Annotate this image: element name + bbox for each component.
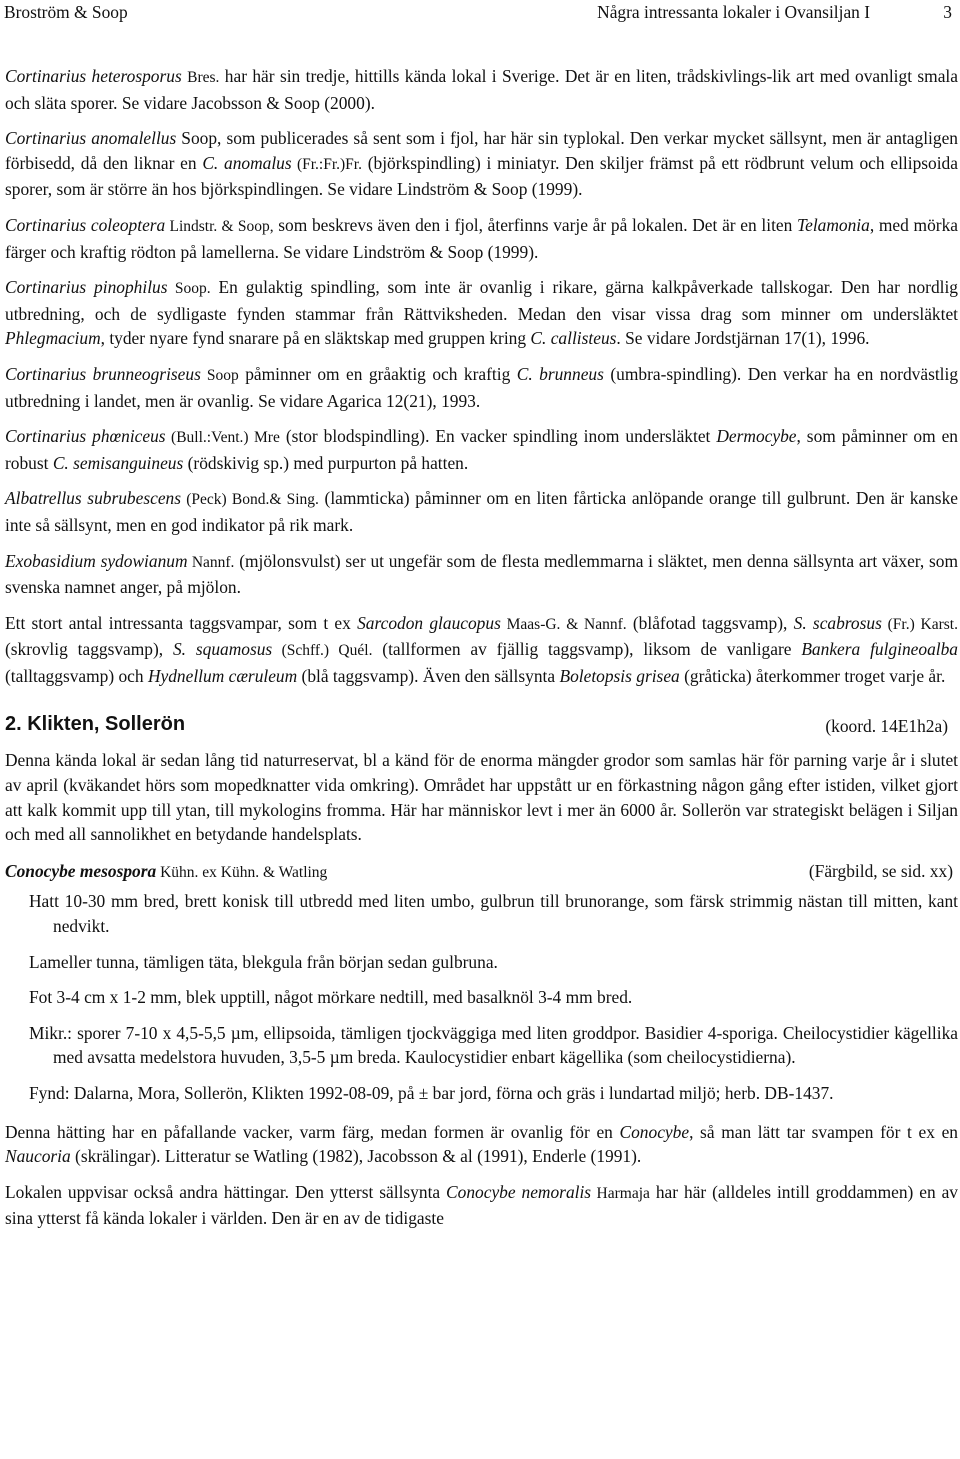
paragraph-other-species bbox=[5, 1180, 958, 1231]
species-name: C. anomalus bbox=[202, 152, 292, 173]
paragraph-albatrellus bbox=[5, 486, 958, 537]
species-name: Hydnellum cæruleum bbox=[147, 665, 298, 686]
header-title: Några intressanta lokaler i Ovansiljan I bbox=[597, 2, 870, 22]
paragraph-coleoptera bbox=[5, 213, 958, 264]
section-heading bbox=[5, 710, 958, 738]
paragraph-phoeniceus bbox=[5, 424, 958, 475]
species-name: S. squamosus bbox=[172, 639, 273, 660]
species-name: Albatrellus subrubescens bbox=[5, 488, 182, 509]
description-gills: Lameller tunna, tämligen täta, blekgula från början sedan gulbruna. bbox=[29, 951, 498, 972]
author-citation: Lindstr. & Soop, bbox=[165, 217, 274, 235]
species-name: Cortinarius heterosporus bbox=[5, 66, 182, 86]
page-body bbox=[5, 64, 958, 1231]
species-name: Bankera fulgineoalba bbox=[801, 639, 958, 660]
species-name: C. semisanguineus bbox=[52, 452, 184, 473]
paragraph-text: som beskrevs även den i fjol, återfinns varje år på lokalen. Det är en liten bbox=[273, 214, 798, 235]
author-citation: Soop bbox=[200, 366, 239, 384]
paragraph-text: har här sin tredje, hittills kända lokal i Sverige. Det är en liten, trådskivlings-lik art med ovanligt smala och släta sporer. Se vidare Jacobsson & Soop (2000). bbox=[5, 66, 958, 113]
paragraph-text: har här (alldeles intill groddammen) en av sina ytterst få kända lokaler i världen. Den är en av de tidigaste bbox=[5, 1181, 959, 1229]
author-citation: Soop. bbox=[167, 280, 211, 298]
genus-name: Naucoria bbox=[5, 1146, 71, 1167]
paragraph-discussion bbox=[5, 1120, 958, 1169]
section-coordinates: (koord. 14E1h2a) bbox=[825, 716, 948, 737]
paragraph-text: (tallformen av fjällig taggsvamp), liksom de vanligare bbox=[372, 639, 802, 660]
paragraph-text: (talltaggsvamp) och bbox=[5, 665, 148, 686]
paragraph-text: (rödskivig sp.) med purpurton på hatten. bbox=[183, 452, 469, 473]
paragraph-text: (björkspindling) i miniatyr. Den skiljer främst på ett rödbrunt velum och ellipsoida sporer, som är större än hos björkspindlingen. Se vidare Lindström & Soop (1999). bbox=[5, 152, 958, 200]
paragraph-heterosporus bbox=[5, 64, 958, 115]
author-citation: Kühn. ex Kühn. & Watling bbox=[156, 863, 328, 881]
paragraph-text: (lammticka) påminner om en liten fårticka anlöpande orange till gulbrunt. Den är kanske inte så sällsynt, men en god indikator på rik mark. bbox=[5, 488, 958, 535]
header-authors: Broström & Soop bbox=[4, 2, 128, 22]
author-citation: Maas-G. & Nannf. bbox=[500, 615, 627, 633]
paragraph-text: , tyder nyare fynd snarare på en släktskap med gruppen kring bbox=[100, 328, 531, 349]
paragraph-text: Ett stort antal intressanta taggsvampar, som t ex bbox=[5, 612, 358, 633]
paragraph-text: , med mörka färger och kraftig rödton på lamellerna. Se vidare Lindström & Soop (1999). bbox=[5, 214, 958, 262]
species-name: S. scabrosus bbox=[793, 612, 882, 633]
description-stem: Fot 3-4 cm x 1-2 mm, blek upptill, något mörkare nedtill, med basalknöl 3-4 mm bred. bbox=[29, 987, 633, 1008]
paragraph-text: Soop, som publicerades så sent som i fjol, har här sin typlokal. Den verkar mycket sällsynt, men är antagligen förbisedd, då den liknar en bbox=[5, 128, 958, 173]
description-cap: Hatt 10-30 mm bred, brett konisk till utbredd med liten umbo, gulbrun till brunorange, som färsk strimmig nästan till mitten, kant nedvikt. bbox=[29, 891, 958, 937]
author-citation: (Bull.:Vent.) Mre bbox=[165, 429, 280, 447]
paragraph-text: (skrälingar). Litteratur se Watling (1982), Jacobsson & al (1991), Enderle (1991). bbox=[70, 1146, 642, 1167]
species-name: Cortinarius brunneogriseus bbox=[5, 363, 201, 384]
paragraph-text: . Se vidare Jordstjärnan 17(1), 1996. bbox=[616, 328, 870, 349]
species-description bbox=[5, 889, 958, 1105]
species-name: Cortinarius phœniceus bbox=[5, 426, 166, 447]
page-header bbox=[4, 0, 952, 26]
author-citation: (Schff.) Quél. bbox=[272, 642, 373, 660]
author-citation: (Fr.) Karst. bbox=[881, 615, 958, 633]
species-name: Cortinarius coleoptera bbox=[5, 214, 166, 235]
description-microscopy: Mikr.: sporer 7-10 x 4,5-5,5 µm, ellipsoida, tämligen tjockväggiga med liten groddpor. Basidier 4-sporiga. Cheilocystidier kägellika med avsatta medelstora huvuden, 3,5-5 µm breda. Kaulocystidier enbart kägellika (som cheilocystidierna). bbox=[29, 1022, 958, 1068]
paragraph-text: , som påminner om en robust bbox=[5, 426, 958, 473]
paragraph-anomalellus bbox=[5, 126, 958, 202]
paragraph-text: , så man lätt tar svampen för t ex en bbox=[689, 1121, 958, 1142]
author-citation: (Fr.:Fr.)Fr. bbox=[291, 155, 362, 173]
species-name: C. callisteus bbox=[530, 328, 617, 349]
genus-name: Dermocybe bbox=[716, 426, 797, 447]
author-citation: Nannf. bbox=[187, 553, 235, 571]
genus-name: Conocybe bbox=[619, 1121, 690, 1142]
paragraph-text: En gulaktig spindling, som inte är ovanlig i rikare, gärna kalkpåverkade tallskogar. Den har nordlig utbredning, och de sydligaste fynden stammar från Rättviksheden. Medan den visar vissa drag som minner om undersläktet bbox=[5, 277, 958, 324]
color-plate-note: (Färgbild, se sid. xx) bbox=[808, 860, 953, 881]
paragraph-text: (gråticka) återkommer troget varje år. bbox=[679, 665, 946, 686]
description-collection: Fynd: Dalarna, Mora, Sollerön, Klikten 1992-08-09, på ± bar jord, förna och gräs i lundartad miljö; herb. DB-1437. bbox=[29, 1083, 834, 1103]
genus-name: Phlegmacium bbox=[5, 328, 101, 349]
section-title: 2. Klikten, Sollerön bbox=[5, 713, 186, 736]
species-name: Conocybe mesospora bbox=[5, 860, 157, 881]
species-header bbox=[5, 859, 958, 886]
author-citation: Bres. bbox=[187, 69, 220, 86]
species-name: Boletopsis grisea bbox=[559, 665, 680, 686]
paragraph-pinophilus bbox=[5, 275, 958, 351]
paragraph-text: (blåfotad taggsvamp), bbox=[626, 612, 794, 633]
paragraph-text: (stor blodspindling). En vacker spindling inom undersläktet bbox=[279, 426, 717, 447]
species-name: Cortinarius pinophilus bbox=[5, 277, 168, 298]
paragraph-text: (mjölonsvulst) ser ut ungefär som de flesta medlemmarna i släktet, men denna sällsynta art växer, som svenska namnet anger, på mjölon. bbox=[5, 550, 958, 598]
species-name: Cortinarius anomalellus bbox=[5, 128, 177, 149]
page-number: 3 bbox=[943, 2, 952, 22]
genus-name: Telamonia bbox=[797, 214, 870, 235]
paragraph-brunneogriseus bbox=[5, 362, 958, 413]
author-citation: Harmaja bbox=[591, 1184, 650, 1202]
species-name: C. brunneus bbox=[516, 363, 604, 384]
paragraph-text: Lokalen uppvisar också andra hättingar. Den ytterst sällsynta bbox=[5, 1181, 447, 1202]
paragraph-text: (blå taggsvamp). Även den sällsynta bbox=[297, 665, 560, 686]
paragraph-text: (skrovlig taggsvamp), bbox=[5, 639, 173, 660]
species-name: Conocybe nemoralis bbox=[446, 1181, 592, 1202]
paragraph-taggsvampar bbox=[5, 611, 958, 689]
paragraph-exobasidium bbox=[5, 549, 958, 600]
author-citation: (Peck) Bond.& Sing. bbox=[181, 491, 319, 509]
species-name: Sarcodon glaucopus bbox=[357, 612, 501, 633]
species-name: Exobasidium sydowianum bbox=[5, 550, 188, 571]
section-intro: Denna kända lokal är sedan lång tid naturreservat, bl a känd för de enorma mängder grodor som samlas här för parning varje år i slutet av april (kväkandet hörs som mopedknatter vida omkring). Området har uppstått ur en förkastning någon gång efter istiden, vilket gjort att kalk kommit upp till ytan, till mykologins fromma. Här har människor levt i mer än 6000 år. Sollerön var strategiskt belägen i Siljan och med all sannolikhet en betydande handelsplats. bbox=[5, 750, 958, 845]
paragraph-text: Denna hätting har en påfallande vacker, varm färg, medan formen är ovanlig för en bbox=[5, 1121, 620, 1142]
paragraph-text: (umbra-spindling). Den verkar ha en nordvästlig utbredning i landet, men är ovanlig. Se vidare Agarica 12(21), 1993. bbox=[5, 363, 959, 411]
paragraph-text: påminner om en gråaktig och kraftig bbox=[238, 363, 517, 384]
